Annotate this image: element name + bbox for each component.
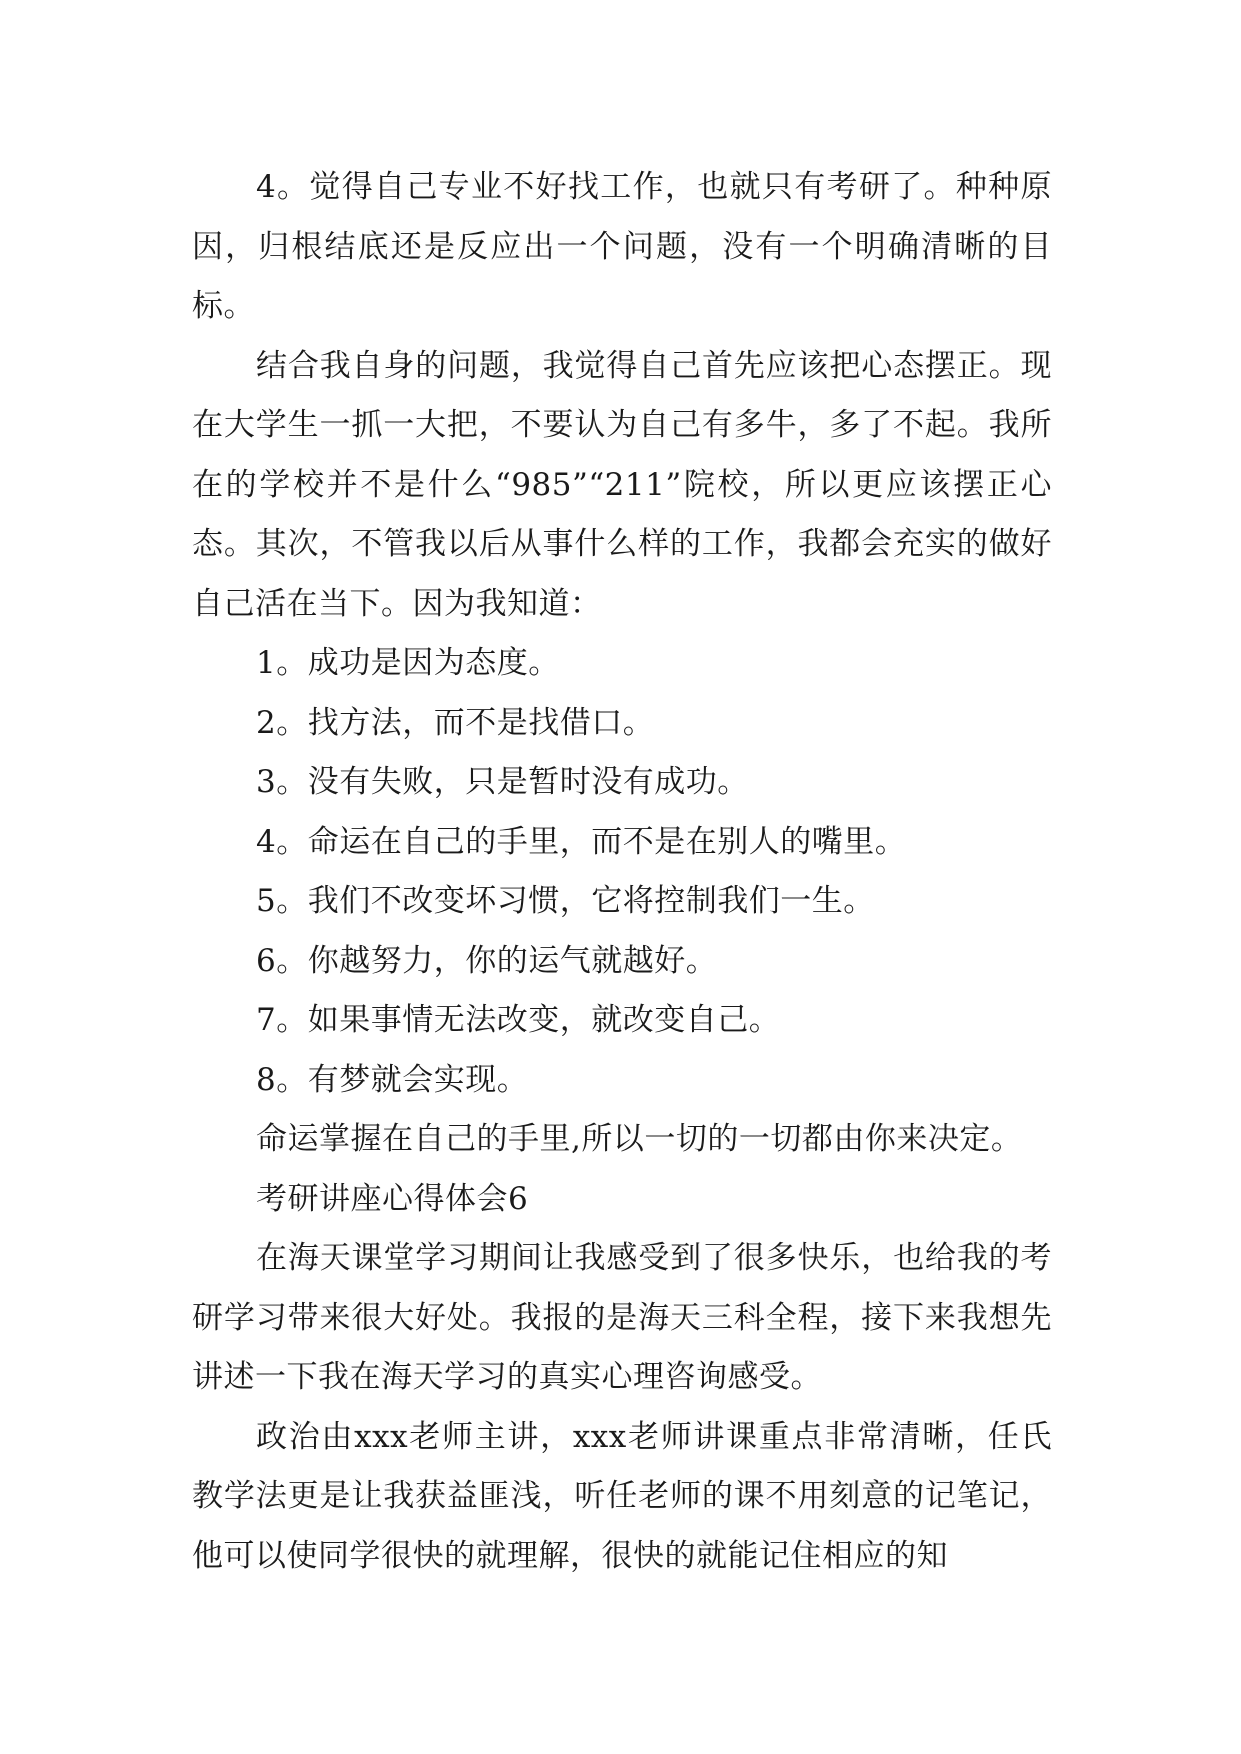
list-item-4: 4。命运在自己的手里，而不是在别人的嘴里。	[256, 823, 907, 860]
list-item-5: 5。我们不改变坏习惯，它将控制我们一生。	[256, 883, 875, 919]
section-heading: 考研讲座心得体会6	[256, 1180, 529, 1217]
paragraph-haitian-intro: 在海天课堂学习期间让我感受到了很多快乐，也给我的考研学习带来很大好处。我报的是海天三科全程，接下来我想先讲述一下我在海天学习的真实心理咨询感受。	[192, 1240, 1052, 1395]
list-item-3: 3。没有失败，只是暂时没有成功。	[256, 764, 749, 800]
list-item-2: 2。找方法，而不是找借口。	[256, 704, 655, 741]
list-item-8: 8。有梦就会实现。	[256, 1061, 529, 1098]
paragraph-conclusion: 命运掌握在自己的手里,所以一切的一切都由你来决定。	[256, 1121, 1023, 1157]
list-item-7: 7。如果事情无法改变，就改变自己。	[256, 1002, 781, 1038]
paragraph-self-reflection: 结合我自身的问题，我觉得自己首先应该把心态摆正。现在大学生一抓一大把，不要认为自己有多牛，多了不起。我所在的学校并不是什么“985”“211”院校，所以更应该摆正心态。其次，不管我以后从事什么样的工作，我都会充实的做好自己活在当下。因为我知道：	[192, 347, 1052, 622]
document-body	[192, 158, 1052, 1586]
list-item-6: 6。你越努力，你的运气就越好。	[256, 942, 718, 979]
list-item-1: 1。成功是因为态度。	[256, 645, 560, 681]
paragraph-reason-4: 4。觉得自己专业不好找工作，也就只有考研了。种种原因，归根结底还是反应出一个问题，没有一个明确清晰的目标。	[192, 169, 1052, 324]
paragraph-politics: 政治由xxx老师主讲，xxx老师讲课重点非常清晰，任氏教学法更是让我获益匪浅，听任老师的课不用刻意的记笔记，他可以使同学很快的就理解，很快的就能记住相应的知	[192, 1418, 1052, 1574]
